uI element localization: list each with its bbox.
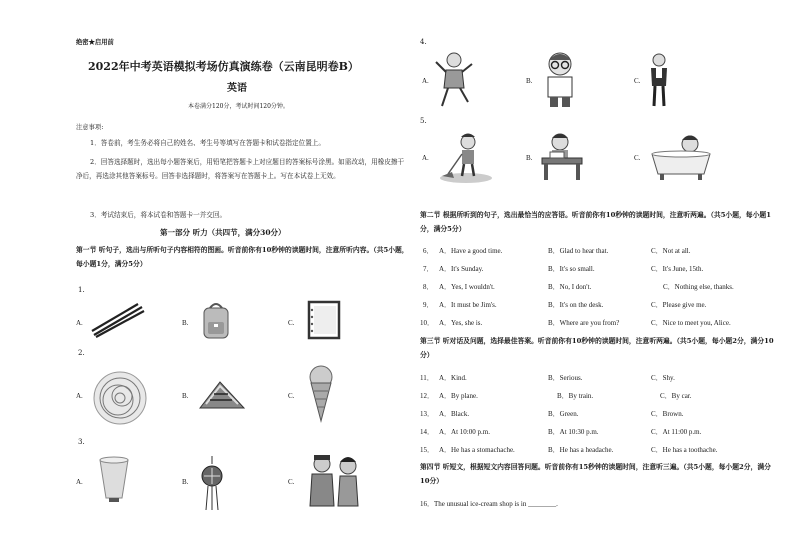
q6-option-b[interactable]: B．Glad to hear that.	[548, 247, 609, 255]
q6-option-a[interactable]: A．Have a good time.	[439, 247, 503, 255]
q7-number: 7．	[423, 265, 434, 273]
q10-option-a[interactable]: A．Yes, she is.	[439, 319, 483, 327]
notes-heading: 注意事项:	[76, 124, 104, 131]
people-costume-icon	[304, 452, 366, 508]
chinese-knot-icon	[198, 456, 226, 512]
q5-number: 5.	[420, 117, 427, 125]
q14-option-a[interactable]: A．At 10:00 p.m.	[439, 428, 490, 436]
q6-option-c[interactable]: C．Not at all.	[651, 247, 691, 255]
q9-option-a[interactable]: A．It must be Jim's.	[439, 301, 497, 309]
q3-option-b[interactable]: B.	[182, 478, 189, 486]
q11-option-b[interactable]: B．Serious.	[548, 374, 583, 382]
q3-number: 3.	[78, 438, 85, 446]
q8-option-c[interactable]: C．Nothing else, thanks.	[663, 283, 734, 291]
q14-option-b[interactable]: B．At 10:30 p.m.	[548, 428, 599, 436]
q8-number: 8．	[423, 283, 434, 291]
q12-option-a[interactable]: A．By plane.	[439, 392, 478, 400]
section2-title: 第二节 根据所听到的句子，选出最恰当的应答语。听音前你有10秒钟的读题时间，注意听两遍。（共5小题，每小题1分，满分5分）	[420, 211, 771, 233]
q8-option-b[interactable]: B．No, I don't.	[548, 283, 592, 291]
boy-sweeping-icon	[438, 132, 494, 184]
q2-option-a[interactable]: A.	[76, 392, 83, 400]
section1-title: 第一节 听句子，选出与所听句子内容相符的图画。听音前你有10秒钟的读题时间，注意所听内容。（共5小题，每小题1分，满分5分）	[76, 246, 409, 268]
q9-number: 9．	[423, 301, 434, 309]
note-1: 1．答卷前，考生务必将自己的姓名、考生号等填写在答题卡和试卷指定位置上。	[90, 139, 325, 147]
q6-number: 6．	[423, 247, 434, 255]
lantern-icon	[96, 456, 132, 504]
q13-option-c[interactable]: C．Brown.	[651, 410, 684, 418]
q15-option-a[interactable]: A．He has a stomachache.	[439, 446, 515, 454]
q2-number: 2.	[78, 349, 85, 357]
q4-option-c[interactable]: C.	[634, 77, 641, 85]
q5-option-b[interactable]: B.	[526, 154, 533, 162]
q8-option-a[interactable]: A．Yes, I wouldn't.	[439, 283, 495, 291]
q2-option-b[interactable]: B.	[182, 392, 189, 400]
note-2: 2．回答选择题时，选出每小题答案后，用铅笔把答题卡上对应题目的答案标号涂黑。如需改动，用橡皮擦干净后，再选涂其他答案标号。回答非选择题时，将答案写在答题卡上。写在本试卷上无效。	[76, 158, 405, 180]
q12-number: 12．	[420, 392, 434, 400]
backpack-icon	[200, 300, 232, 340]
ice-cream-icon	[308, 365, 334, 423]
q12-option-b[interactable]: B．By train.	[557, 392, 594, 400]
q10-option-c[interactable]: C．Nice to meet you, Alice.	[651, 319, 731, 327]
q15-option-b[interactable]: B．He has a headache.	[548, 446, 614, 454]
q1-number: 1.	[78, 286, 85, 294]
notebook-icon	[306, 300, 342, 340]
q3-option-c[interactable]: C.	[288, 478, 295, 486]
q9-option-b[interactable]: B．It's on the desk.	[548, 301, 604, 309]
q10-number: 10．	[420, 319, 434, 327]
q11-number: 11．	[420, 374, 434, 382]
zongzi-icon	[198, 378, 246, 414]
boy-bathtub-icon	[648, 132, 714, 182]
exam-title: 2022年中考英语模拟考场仿真演练卷（云南昆明卷B）	[88, 60, 359, 73]
q1-option-a[interactable]: A.	[76, 319, 83, 327]
boy-glasses-icon	[538, 50, 582, 108]
boy-desk-icon	[540, 132, 584, 182]
q13-option-a[interactable]: A．Black.	[439, 410, 470, 418]
q15-number: 15．	[420, 446, 434, 454]
q1-option-c[interactable]: C.	[288, 319, 295, 327]
q3-option-a[interactable]: A.	[76, 478, 83, 486]
q4-option-b[interactable]: B.	[526, 77, 533, 85]
q14-option-c[interactable]: C．At 11:00 p.m.	[651, 428, 702, 436]
q15-option-c[interactable]: C．He has a toothache.	[651, 446, 718, 454]
q16-text: 16．The unusual ice-cream shop is in ________.	[420, 500, 558, 508]
note-3: 3．考试结束后，将本试卷和答题卡一并交回。	[90, 211, 227, 219]
q11-option-a[interactable]: A．Kind.	[439, 374, 467, 382]
q11-option-c[interactable]: C．Shy.	[651, 374, 675, 382]
q7-option-c[interactable]: C．It's June, 15th.	[651, 265, 704, 273]
q10-option-b[interactable]: B．Where are you from?	[548, 319, 620, 327]
q9-option-c[interactable]: C．Please give me.	[651, 301, 707, 309]
part1-title: 第一部分 听力（共四节，满分30分）	[160, 228, 286, 237]
q5-option-a[interactable]: A.	[422, 154, 429, 162]
section3-title: 第三节 听对话及问题，选择最佳答案。听音前你有10秒钟的读题时间，注意听两遍。（共5小题，每小题2分，满分10分）	[420, 337, 774, 359]
section4-title: 第四节 听短文，根据短文内容回答问题。听音前你有15秒钟的读题时间，注意听三遍。（共5小题，每小题2分，满分10分）	[420, 463, 771, 485]
subject-title: 英语	[227, 83, 247, 94]
man-standing-icon	[646, 52, 672, 108]
q12-option-c[interactable]: C．By car.	[660, 392, 692, 400]
q14-number: 14．	[420, 428, 434, 436]
q2-option-c[interactable]: C.	[288, 392, 295, 400]
pencils-icon	[90, 301, 146, 339]
noodles-icon	[92, 370, 148, 426]
q4-option-a[interactable]: A.	[422, 77, 429, 85]
q4-number: 4.	[420, 38, 427, 46]
dancing-girl-icon	[434, 50, 474, 108]
q13-number: 13．	[420, 410, 434, 418]
q13-option-b[interactable]: B．Green.	[548, 410, 579, 418]
score-info: 本卷满分120分，考试时间120分钟。	[188, 103, 289, 110]
q7-option-b[interactable]: B．It's so small.	[548, 265, 595, 273]
secret-label: 绝密★启用前	[76, 39, 114, 46]
q5-option-c[interactable]: C.	[634, 154, 641, 162]
q7-option-a[interactable]: A．It's Sunday.	[439, 265, 484, 273]
q1-option-b[interactable]: B.	[182, 319, 189, 327]
